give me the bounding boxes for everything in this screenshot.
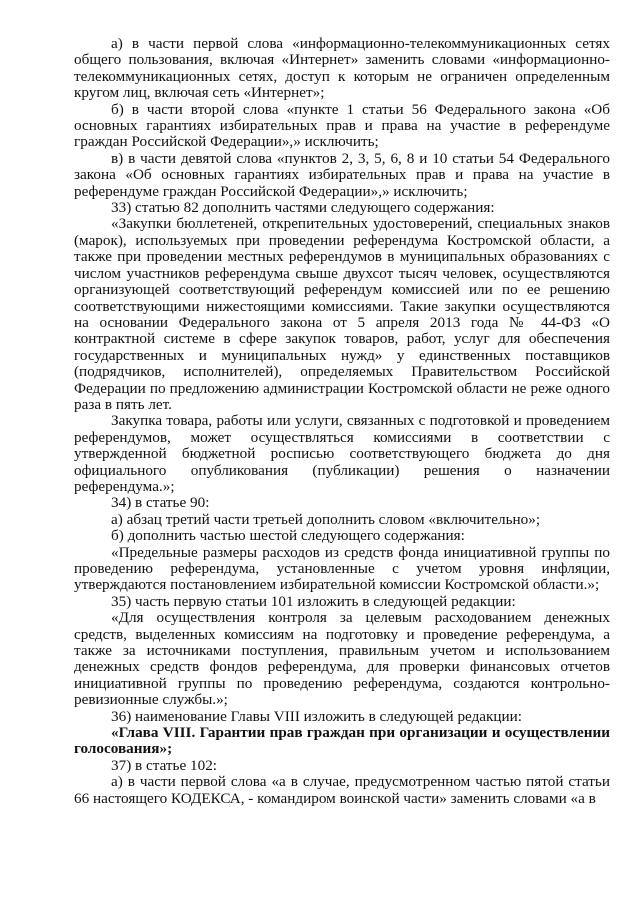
paragraph-item-35: 35) часть первую статьи 101 изложить в следующей редакции: bbox=[111, 592, 516, 610]
paragraph-item-34: 34) в статье 90: bbox=[111, 494, 210, 512]
paragraph-1b: б) в части второй слова «пункте 1 статьи 56 Федерального закона «Об основных гарантиях избирательных прав и права на участие в референдуме граждан Российской Федерации»,» исключить; bbox=[74, 100, 610, 151]
paragraph-item-33: 33) статью 82 дополнить частями следующего содержания: bbox=[111, 199, 495, 217]
paragraph-control: «Для осуществления контроля за целевым расходованием денежных средств, выделенных комиссиям на подготовку и проведение референдума, а также за источниками поступления, правильным учетом и использованием денежных средств фондов референдума, для проверки финансовых отчетов инициативной группы по проведению референдума, создаются контрольно-ревизионные службы.»; bbox=[74, 609, 610, 709]
paragraph-chapter-title: «Глава VIII. Гарантии прав граждан при организации и осуществлении голосования»; bbox=[74, 724, 610, 758]
paragraph-34b: б) дополнить частью шестой следующего содержания: bbox=[111, 527, 465, 545]
paragraph-37a: а) в части первой слова «а в случае, предусмотренном частью пятой статьи 66 настоящего КОДЕКСА, - командиром воинской части» заменить словами «а в bbox=[74, 773, 610, 807]
paragraph-purchase: Закупка товара, работы или услуги, связанных с подготовкой и проведением референдумов, может осуществляться комиссиями в соответствии с утвержденной бюджетной росписью соответствующего бюджета до дня официального опубликования (публикации) решения о назначении референдума.»; bbox=[74, 412, 610, 495]
paragraph-34a: а) абзац третий части третьей дополнить словом «включительно»; bbox=[111, 510, 541, 528]
paragraph-1a: а) в части первой слова «информационно-телекоммуникационных сетях общего пользования, включая «Интернет» заменить словами «информационно-телекоммуникационных сетях, доступ к которым не ограничен определенным кругом лиц, включая сеть «Интернет»; bbox=[74, 35, 610, 102]
paragraph-expense-limits: «Предельные размеры расходов из средств фонда инициативной группы по проведению референдума, установленные с учетом уровня инфляции, утверждаются постановлением избирательной комиссии Костромской области.»; bbox=[74, 543, 610, 594]
paragraph-item-37: 37) в статье 102: bbox=[111, 756, 218, 774]
paragraph-1c: в) в части девятой слова «пунктов 2, 3, 5, 6, 8 и 10 статьи 54 Федерального закона «Об основных гарантиях избирательных прав и права на участие в референдуме граждан Российской Федерации»,» исключить; bbox=[74, 149, 610, 200]
paragraph-procurement: «Закупки бюллетеней, открепительных удостоверений, специальных знаков (марок), используемых при проведении референдума Костромской области, а также при проведении местных референдумов в муниципальных образованиях с числом участников референдума свыше двухсот тысяч человек, осуществляются организующей соответствующий референдум комиссией или по ее решению соответствующими нижестоящими комиссиями. Такие закупки осуществляются на основании Федерального закона от 5 апреля 2013 года № 44-ФЗ «О контрактной системе в сфере закупок товаров, работ, услуг для обеспечения государственных и муниципальных нужд» у единственных поставщиков (подрядчиков, исполнителей), определяемых Правительством Российской Федерации по предложению администрации Костромской области не реже одного раза в пять лет. bbox=[74, 215, 610, 413]
document-page bbox=[74, 36, 610, 807]
paragraph-item-36: 36) наименование Главы VIII изложить в следующей редакции: bbox=[111, 707, 523, 725]
